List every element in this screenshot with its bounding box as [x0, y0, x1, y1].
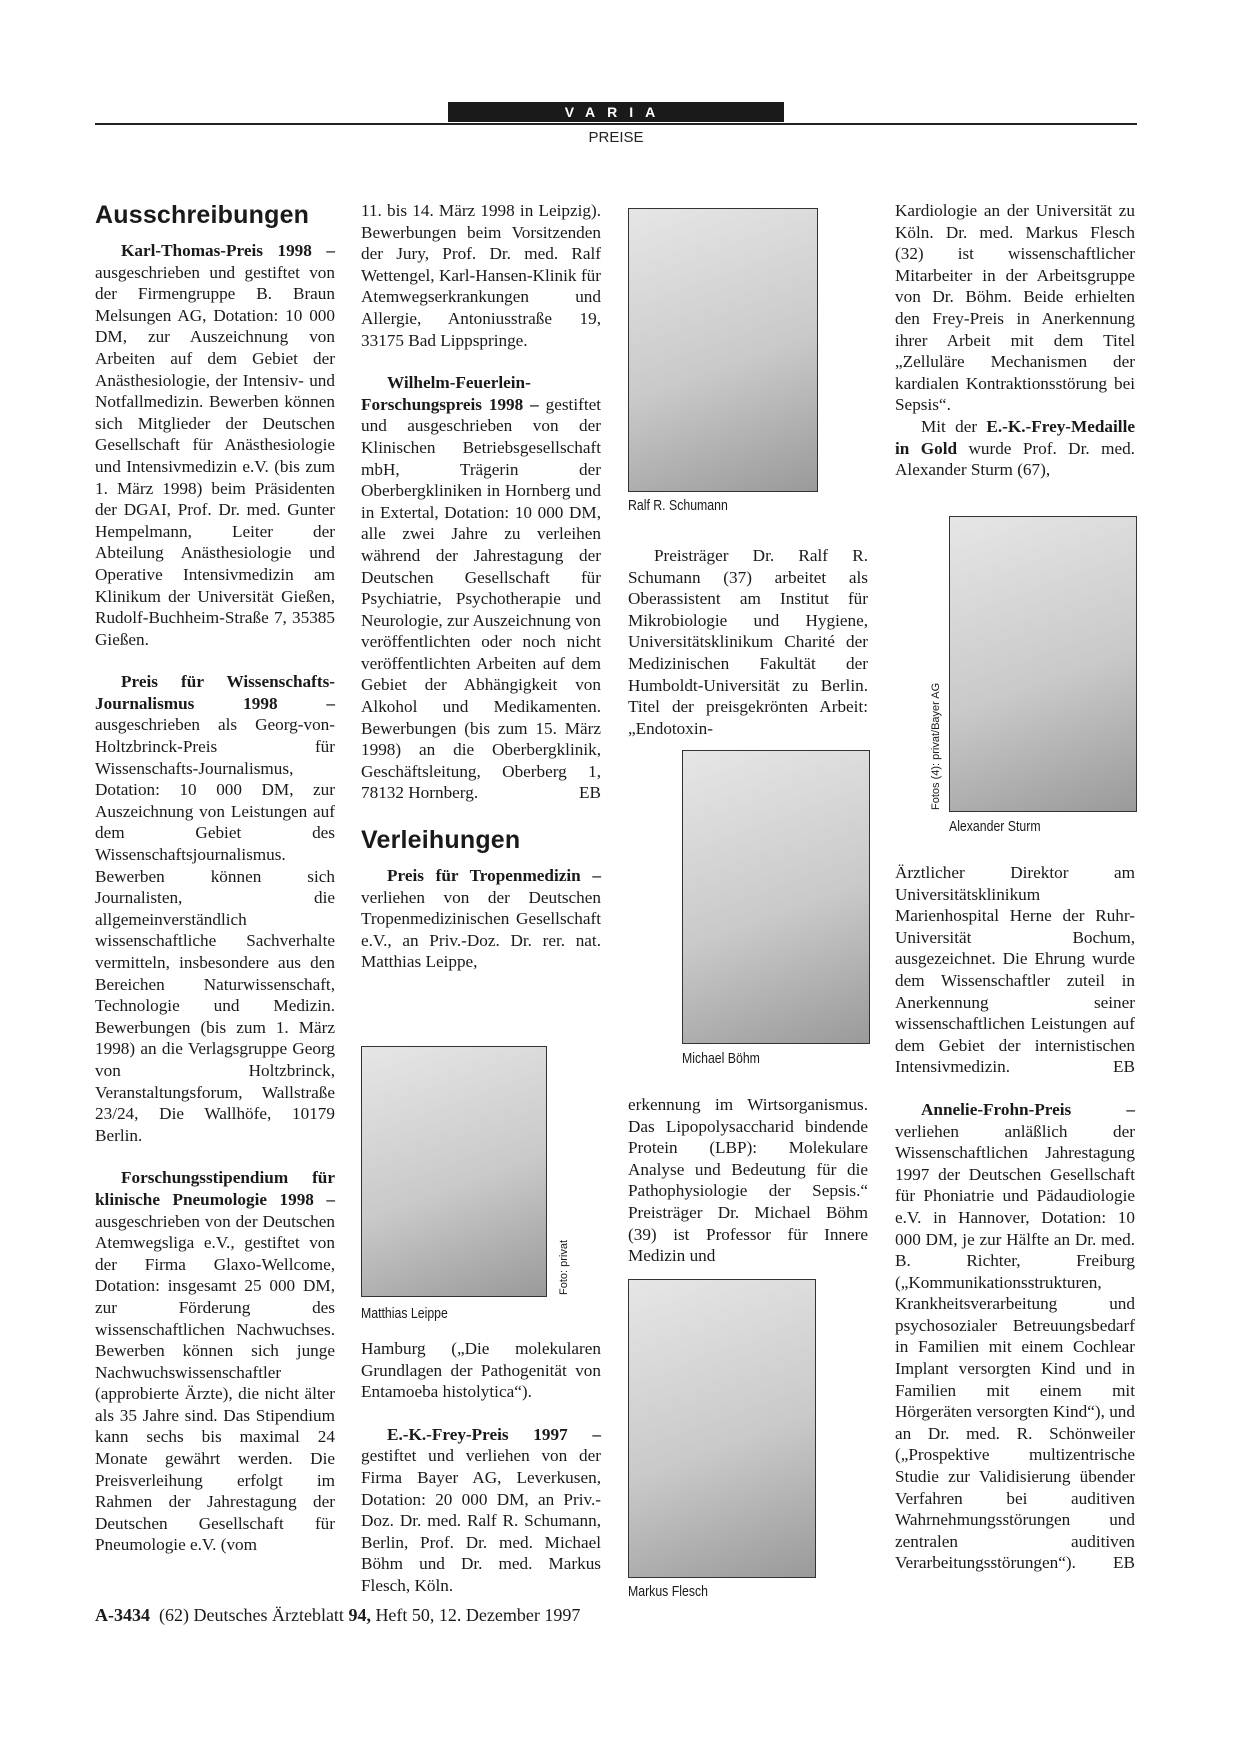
photo-credit: Foto: privat [558, 1239, 570, 1295]
photo-matthias-leippe [361, 1046, 547, 1297]
paragraph-frohn-preis [895, 1099, 1135, 1574]
prize-title: Annelie-Frohn-Preis – [921, 1099, 1135, 1119]
photo-alexander-sturm [949, 516, 1137, 812]
column-1 [95, 200, 335, 1556]
page-number: A-3434 [95, 1605, 150, 1625]
column-4 [895, 200, 1135, 481]
photo-caption: Markus Flesch [628, 1583, 708, 1600]
paragraph-boehm: erkennung im Wirtsorganismus. Das Lipopolysaccharid bindende Protein (LBP): Molekulare Analyse und Bedeutung für die Pathophysiologie der Sepsis.“ Preisträger Dr. Michael Böhm (39) ist Professor für Innere Medizin und [628, 1095, 868, 1266]
heading-verleihungen: Verleihungen [361, 826, 521, 855]
paragraph-karl-thomas-preis [95, 240, 335, 650]
paragraph-text: Mit der [921, 416, 987, 436]
photo-caption: Michael Böhm [682, 1050, 760, 1067]
photo-credit: Fotos (4): privat/Bayer AG [930, 682, 942, 810]
paragraph-text: verliehen anläßlich der Wissenschaftlichen Jahrestagung 1997 der Deutschen Gesellschaft für Phoniatrie und Pädaudiologie e.V. in Hannover, Dotation: 10 000 DM, je zur Hälfte an Dr. med. B. Richter, Freiburg („Kommunikationsstrukturen, Krankheitsverarbeitung und psychosozialer Betreuungsbedarf in Familien mit einem Cochlear Implant versorgten Kind und in Familien mit einem mit Hörgeräten versorgten Kind“), und an Dr. med. R. Schönweiler („Prospektive multizentrische Studie zur Validisierung übender Verfahren bei auditiven Wahrnehmungsstörungen und zentralen auditiven Verarbeitungsstörungen“). [895, 1121, 1135, 1573]
section-label: PREISE [588, 129, 644, 146]
issue-date: Heft 50, 12. Dezember 1997 [370, 1605, 581, 1625]
photo-caption: Alexander Sturm [949, 818, 1041, 835]
paragraph-continued: 11. bis 14. März 1998 in Leipzig). Bewerbungen beim Vorsitzenden der Jury, Prof. Dr. med. Ralf Wettengel, Karl-Hansen-Klinik für Atemwegserkrankungen und Allergie, Antoniusstraße 19, 33175 Bad Lippspringe. [361, 201, 601, 350]
paragraph-text: ausgeschrieben und gestiftet von der Firmengruppe B. Braun Melsungen AG, Dotation: 10 000 DM, zur Auszeichnung von Arbeiten auf dem Gebiet der Anästhesiologie, der Intensiv- und Notfallmedizin. Bewerben können sich Mitglieder der Deutschen Gesellschaft für Anästhesiologie und Intensivmedizin e.V. (bis zum 1. März 1998) beim Präsidenten der DGAI, Prof. Dr. med. Gunter Hempelmann, Leiter der Abteilung Anästhesiologie und Operative Intensivmedizin am Klinikum der Universität Gießen, Rudolf-Buchheim-Straße 7, 35385 Gießen. [95, 262, 335, 649]
section-banner: VARIA [448, 102, 784, 122]
paragraph-sturm [895, 862, 1135, 1078]
prize-title: Forschungsstipendium für klinische Pneumologie 1998 – [95, 1168, 335, 1209]
paragraph-schumann: Preisträger Dr. Ralf R. Schumann (37) arbeitet als Oberassistent am Institut für Mikrobiologie und Hygiene, Universitätsklinikum Charité der Medizinischen Fakultät der Humboldt-Universität zu Berlin. Titel der preisgekrönten Arbeit: „Endotoxin- [628, 546, 868, 738]
author-signature: EB [1113, 1553, 1135, 1573]
paragraph-feuerlein-preis [361, 372, 601, 804]
prize-title: E.-K.-Frey-Preis 1997 – [387, 1424, 601, 1444]
photo-caption: Matthias Leippe [361, 1305, 448, 1322]
paragraph-continued: Kardiologie an der Universität zu Köln. Dr. med. Markus Flesch (32) ist wissenschaftlicher Mitarbeiter in der Arbeitsgruppe von Dr. Böhm. Beide erhielten den Frey-Preis in Anerkennung ihrer Arbeit mit dem Titel „Zelluläre Mechanismen der kardialen Kontraktionsstörung bei Sepsis“. [895, 201, 1135, 415]
column-3 [628, 545, 868, 739]
paragraph-frey-preis [361, 1424, 601, 1597]
paragraph-tropenmedizin [361, 865, 601, 973]
paragraph-wissenschaftsjournalismus [95, 671, 335, 1146]
author-signature: EB [1113, 1057, 1135, 1077]
paragraph-text: wurde Prof. Dr. med. Alexander Sturm (67), [895, 438, 1135, 480]
photo-markus-flesch [628, 1279, 816, 1578]
column-4-lower [895, 862, 1135, 1574]
paragraph-text: Ärztlicher Direktor am Universitätsklinikum Marienhospital Herne der Ruhr-Universität Bochum, ausgezeichnet. Die Ehrung wurde dem Wissenschaftler zuteil in Anerkennung seiner wissenschaftlichen Leistungen auf dem Gebiet der internistischen Intensivmedizin. [895, 863, 1135, 1077]
prize-title: Karl-Thomas-Preis 1998 – [121, 241, 335, 260]
volume: 94, [348, 1605, 371, 1625]
author-signature: EB [579, 783, 601, 803]
photo-ralf-schumann [628, 208, 818, 492]
prize-title: E.-K.-Frey-Medaille in Gold [895, 416, 1135, 458]
page-footer [95, 1605, 580, 1626]
prize-title: Preis für Tropenmedizin – [387, 866, 601, 886]
photo-michael-boehm [682, 750, 870, 1044]
paragraph-text: ausgeschrieben von der Deutschen Atemwegsliga e.V., gestiftet von der Firma Glaxo-Wellcome, Dotation: insgesamt 25 000 DM, zur Förderung des wissenschaftlichen Nachwuchses. Bewerben können sich junge Nachwuchswissenschaftler (approbierte Ärzte), die nicht älter als 35 Jahre sind. Das Stipendium kann sechs bis maximal 24 Monate gewährt werden. Die Preisverleihung erfolgt im Rahmen der Jahrestagung der Deutschen Gesellschaft für Pneumologie e.V. (vom [95, 1211, 335, 1555]
paragraph-continued: Hamburg („Die molekularen Grundlagen der Pathogenität von Entamoeba histolytica“). [361, 1339, 601, 1402]
paragraph-text: ausgeschrieben als Georg-von-Holtzbrinck-Preis für Wissenschafts-Journalismus, Dotation: 10 000 DM, zur Auszeichnung von Leistungen auf dem Gebiet des Wissenschaftsjournalismus. Bewerben können sich Journalisten, die allgemeinverständlich wissenschaftliche Sachverhalte vermitteln, insbesondere aus den Bereichen Naturwissenschaft, Technologie und Medizin. Bewerbungen (bis zum 1. März 1998) an die Verlagsgruppe Georg von Holtzbrinck, Veranstaltungsforum, Wallstraße 23/24, Die Wallhöfe, 10179 Berlin. [95, 715, 335, 1145]
paragraph-text: gestiftet und ausgeschrieben von der Klinischen Betriebsgesellschaft mbH, Trägerin der Oberbergkliniken in Hornberg und in Extertal, Dotation: 10 000 DM, alle zwei Jahre zu verleihen während der Jahrestagung der Deutschen Gesellschaft für Psychiatrie, Psychotherapie und Neurologie, zur Auszeichnung von veröffentlichten oder noch nicht veröffentlichten Arbeiten auf dem Gebiet der Abhängigkeit von Alkohol und Medikamenten. Bewerbungen (bis zum 15. März 1998) an die Oberbergklinik, Geschäftsleitung, Oberberg 1, 78132 Hornberg. [361, 394, 601, 803]
column-2 [361, 200, 601, 994]
paragraph-text: verliehen von der Deutschen Tropenmedizinischen Gesellschaft e.V., an Priv.-Doz. Dr. rer. nat. Matthias Leippe, [361, 887, 601, 972]
journal-name: (62) Deutsches Ärzteblatt [159, 1605, 349, 1625]
column-2-lower [361, 1338, 601, 1597]
prize-title: Wilhelm-Feuerlein-Forschungspreis 1998 – [361, 373, 539, 414]
photo-caption: Ralf R. Schumann [628, 497, 728, 514]
column-3-lower [628, 1094, 868, 1267]
header-rule [95, 123, 1137, 125]
prize-title: Preis für Wissenschafts-Journalismus 1998 – [95, 672, 335, 713]
paragraph-text: gestiftet und verliehen von der Firma Bayer AG, Leverkusen, Dotation: 20 000 DM, an Priv.-Doz. Dr. med. Ralf R. Schumann, Berlin, Prof. Dr. med. Michael Böhm und Dr. med. Markus Flesch, Köln. [361, 1446, 601, 1595]
heading-ausschreibungen: Ausschreibungen [95, 201, 310, 229]
paragraph-frey-medaille [895, 416, 1135, 481]
paragraph-pneumologie [95, 1167, 335, 1556]
